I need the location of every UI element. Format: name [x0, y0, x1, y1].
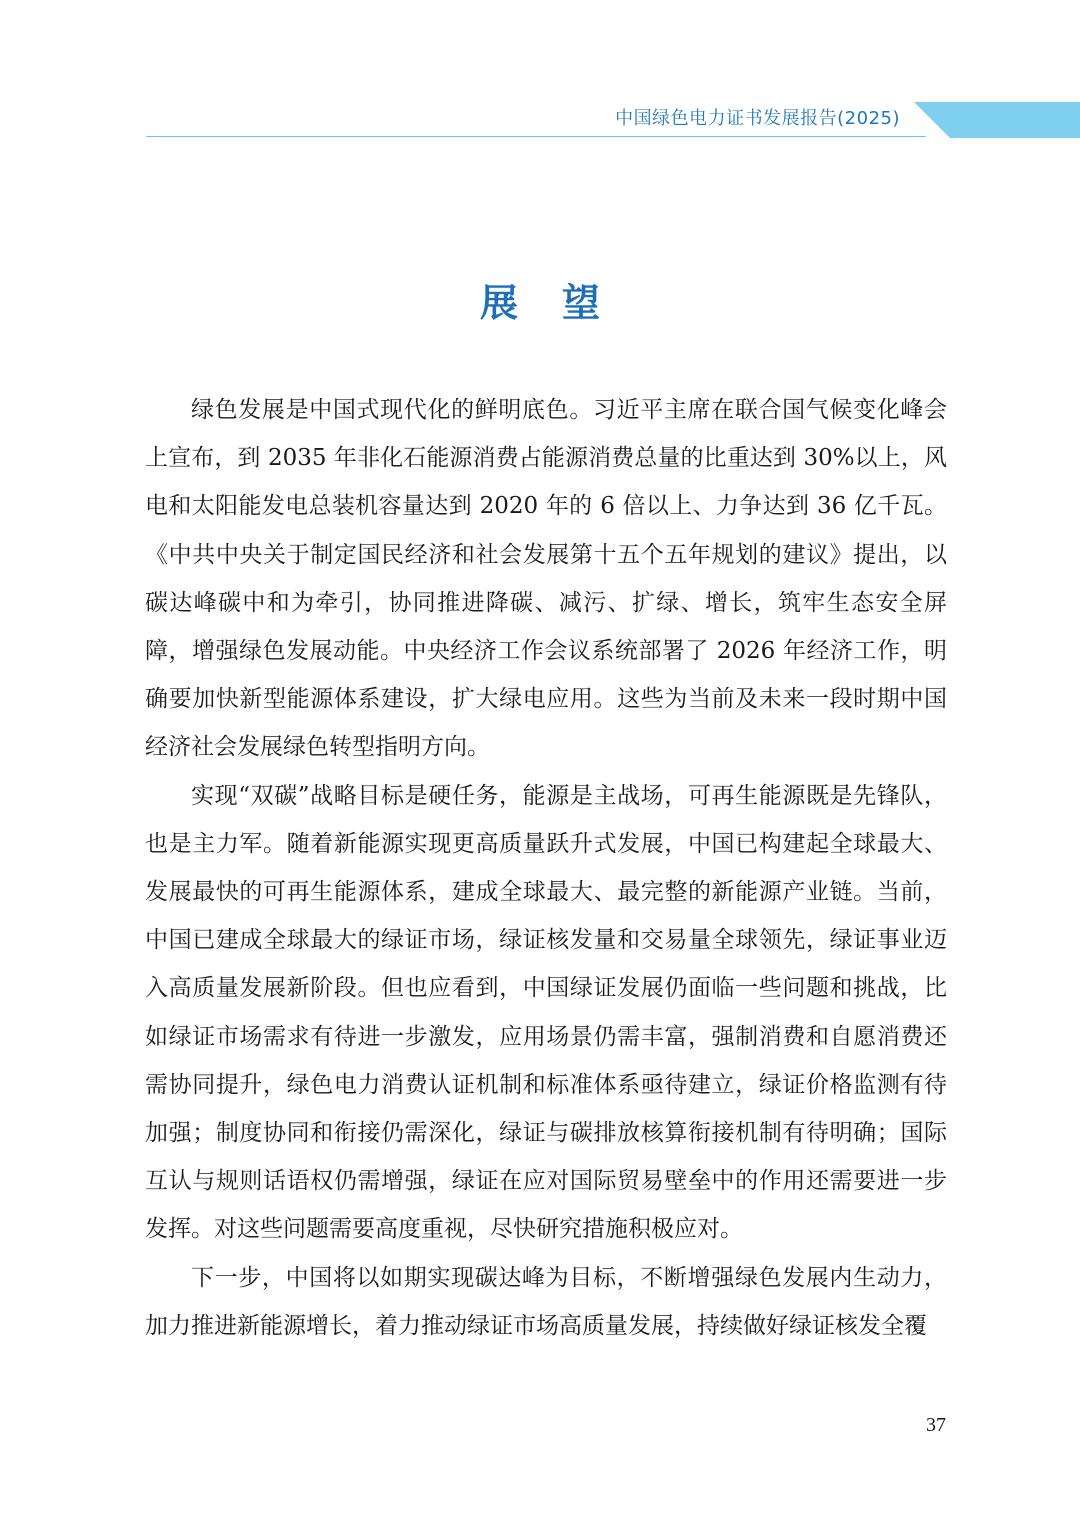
paragraph-1: 绿色发展是中国式现代化的鲜明底色。习近平主席在联合国气候变化峰会上宣布，到 2035 年非化石能源消费占能源消费总量的比重达到 30%以上，风电和太阳能发电总装机容量达到 2020 年的 6 倍以上、力争达到 36 亿千瓦。《中共中央关于制定国民经济和社会发展第十五个五年规划的建议》提出，以碳达峰碳中和为牵引，协同推进降碳、减污、扩绿、增长，筑牢生态安全屏障，增强绿色发展动能。中央经济工作会议系统部署了 2026 年经济工作，明确要加快新型能源体系建设，扩大绿电应用。这些为当前及未来一段时期中国经济社会发展绿色转型指明方向。 [145, 397, 947, 761]
header-accent-band [0, 0, 1080, 140]
page-number: 37 [926, 1414, 946, 1436]
paragraph-3: 下一步，中国将以如期实现碳达峰为目标，不断增强绿色发展内生动力，加力推进新能源增长，着力推动绿证市场高质量发展，持续做好绿证核发全覆 [145, 1264, 947, 1339]
header-divider [146, 136, 926, 137]
page-title: 展望 [479, 281, 644, 325]
running-header-title: 中国绿色电力证书发展报告(2025) [615, 108, 900, 129]
paragraph-2: 实现“双碳”战略目标是硬任务，能源是主战场，可再生能源既是先锋队，也是主力军。随着新能源实现更高质量跃升式发展，中国已构建起全球最大、发展最快的可再生能源体系，建成全球最大、最完整的新能源产业链。当前，中国已建成全球最大的绿证市场，绿证核发量和交易量全球领先，绿证事业迈入高质量发展新阶段。但也应看到，中国绿证发展仍面临一些问题和挑战，比如绿证市场需求有待进一步激发，应用场景仍需丰富，强制消费和自愿消费还需协同提升，绿色电力消费认证机制和标准体系亟待建立，绿证价格监测有待加强；制度协同和衔接仍需深化，绿证与碳排放核算衔接机制有待明确；国际互认与规则话语权仍需增强，绿证在应对国际贸易壁垒中的作用还需要进一步发挥。对这些问题需要高度重视，尽快研究措施积极应对。 [145, 782, 947, 1243]
body-text [145, 386, 947, 1350]
